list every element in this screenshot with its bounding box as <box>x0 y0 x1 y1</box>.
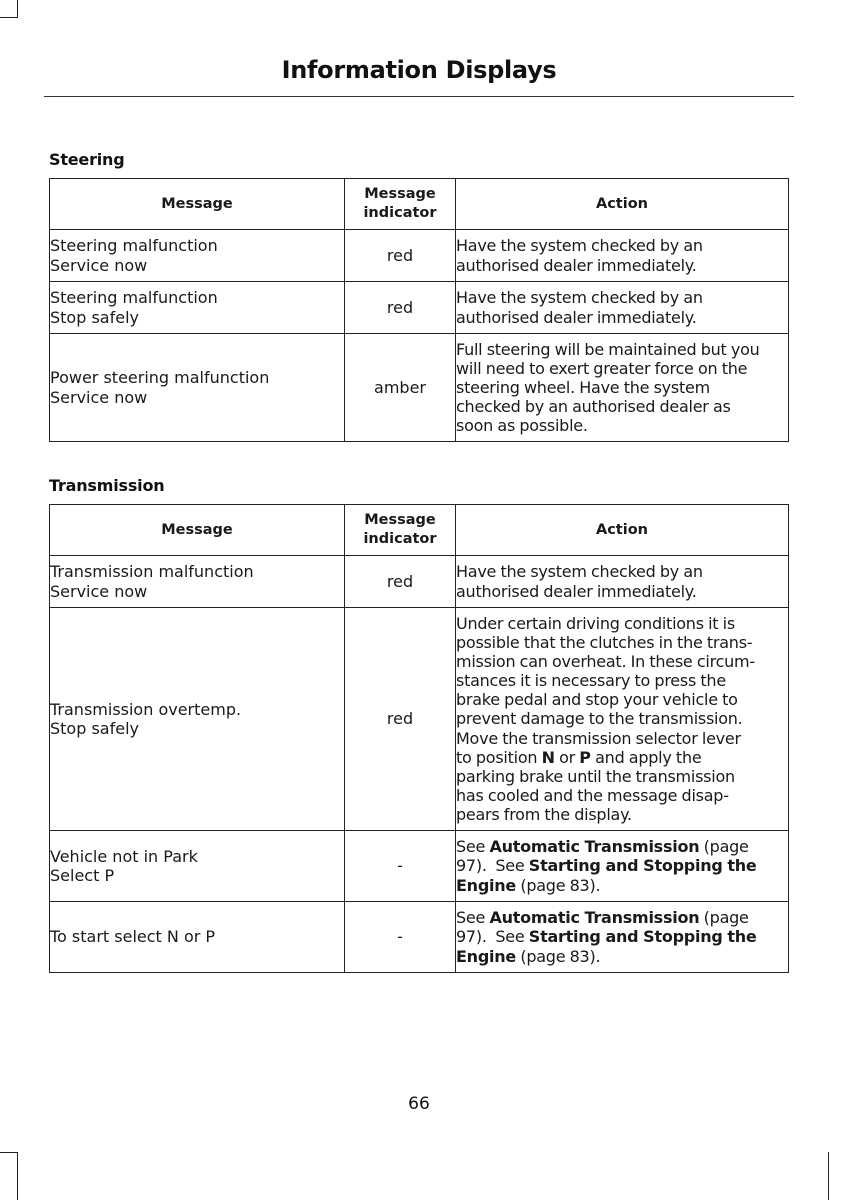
action-line <box>456 748 788 767</box>
action-line: brake pedal and stop your vehicle to <box>456 690 738 710</box>
action-cell <box>456 334 789 442</box>
column-header-indicator-line: indicator <box>363 531 437 547</box>
section-heading-transmission: Transmission <box>49 476 165 495</box>
message-cell <box>50 608 345 831</box>
indicator-cell: amber <box>345 334 456 442</box>
action-cell <box>456 608 789 831</box>
table-row <box>50 831 789 902</box>
table-row <box>50 902 789 973</box>
table-row <box>50 334 789 442</box>
cross-reference-link[interactable]: Starting and Stopping the <box>528 927 757 947</box>
page-reference: 97). <box>456 856 487 876</box>
indicator-cell: red <box>345 282 456 334</box>
column-header-indicator <box>345 505 456 556</box>
indicator-cell: - <box>345 902 456 973</box>
action-text: See <box>456 837 490 857</box>
action-cell <box>456 902 789 973</box>
transmission-table <box>49 504 789 973</box>
action-line: Have the system checked by an <box>456 562 703 582</box>
action-text: or <box>554 747 580 767</box>
message-line: Transmission overtemp. <box>50 699 242 719</box>
table-row <box>50 230 789 282</box>
message-line: Transmission malfunction <box>50 562 254 582</box>
cross-reference-link[interactable]: Automatic Transmission <box>489 837 700 857</box>
action-line: pears from the display. <box>456 804 632 824</box>
page-reference: (page <box>699 908 749 928</box>
gear-p-label: P <box>579 747 591 767</box>
action-line <box>456 947 788 966</box>
table-row <box>50 556 789 608</box>
column-header-indicator-line: Message <box>364 186 436 202</box>
column-header-action: Action <box>456 505 789 556</box>
crop-mark <box>17 1152 18 1200</box>
table-header-row <box>50 505 789 556</box>
crop-mark <box>0 1152 18 1153</box>
steering-table <box>49 178 789 442</box>
crop-mark <box>828 1152 829 1200</box>
message-line: Stop safely <box>50 307 139 327</box>
action-line <box>456 837 788 856</box>
title-divider <box>44 96 794 97</box>
action-text: See <box>486 927 529 947</box>
page-title: Information Displays <box>281 56 557 84</box>
action-line <box>456 927 788 946</box>
action-text: See <box>456 908 490 928</box>
action-text: See <box>486 856 529 876</box>
indicator-cell: red <box>345 608 456 831</box>
section-heading-steering: Steering <box>49 150 125 169</box>
action-line: Full steering will be maintained but you <box>456 339 760 359</box>
cross-reference-link[interactable]: Engine <box>456 946 516 966</box>
message-cell <box>50 230 345 282</box>
action-line <box>456 908 788 927</box>
crop-mark <box>0 17 18 18</box>
action-line: will need to exert greater force on the <box>456 358 748 378</box>
page-reference: (page 83). <box>516 875 601 895</box>
indicator-cell: red <box>345 556 456 608</box>
action-line: parking brake until the transmission <box>456 766 735 786</box>
gear-n-label: N <box>541 747 555 767</box>
action-line: has cooled and the message disap- <box>456 785 729 805</box>
action-line: checked by an authorised dealer as <box>456 397 731 417</box>
message-line: Steering malfunction <box>50 236 218 256</box>
page-reference: (page <box>699 837 749 857</box>
column-header-indicator-line: Message <box>364 512 436 528</box>
action-cell <box>456 556 789 608</box>
message-cell <box>50 556 345 608</box>
message-line: Power steering malfunction <box>50 368 270 388</box>
action-line: authorised dealer immediately. <box>456 307 697 327</box>
action-line: prevent damage to the transmission. <box>456 709 743 729</box>
column-header-action: Action <box>456 179 789 230</box>
action-cell <box>456 831 789 902</box>
action-line: authorised dealer immediately. <box>456 255 697 275</box>
column-header-message: Message <box>50 505 345 556</box>
message-cell <box>50 831 345 902</box>
message-line: Service now <box>50 255 148 275</box>
action-cell <box>456 282 789 334</box>
action-line <box>456 876 788 895</box>
action-line: Move the transmission selector lever <box>456 728 741 748</box>
action-line: Have the system checked by an <box>456 236 703 256</box>
message-line: Service now <box>50 581 148 601</box>
table-row <box>50 608 789 831</box>
cross-reference-link[interactable]: Automatic Transmission <box>489 908 700 928</box>
crop-mark <box>17 0 18 18</box>
message-line: Service now <box>50 387 148 407</box>
message-line: Vehicle not in Park <box>50 846 198 866</box>
action-text: and apply the <box>590 747 702 767</box>
action-line: authorised dealer immediately. <box>456 581 697 601</box>
action-line: soon as possible. <box>456 416 588 436</box>
message-line: To start select N or P <box>50 927 216 947</box>
column-header-indicator <box>345 179 456 230</box>
action-line: steering wheel. Have the system <box>456 377 710 397</box>
table-header-row <box>50 179 789 230</box>
action-text: to position <box>456 747 542 767</box>
action-line <box>456 856 788 875</box>
action-cell <box>456 230 789 282</box>
message-cell <box>50 334 345 442</box>
message-cell <box>50 902 345 973</box>
message-line: Select P <box>50 866 115 885</box>
action-line: possible that the clutches in the trans- <box>456 633 753 653</box>
page-number: 66 <box>408 1094 430 1114</box>
cross-reference-link[interactable]: Starting and Stopping the <box>528 856 757 876</box>
column-header-message: Message <box>50 179 345 230</box>
message-line: Stop safely <box>50 719 139 738</box>
action-line: mission can overheat. In these circum- <box>456 652 755 672</box>
action-line: Have the system checked by an <box>456 288 703 308</box>
action-line: stances it is necessary to press the <box>456 671 726 691</box>
indicator-cell: red <box>345 230 456 282</box>
page-reference: 97). <box>456 927 487 947</box>
message-cell <box>50 282 345 334</box>
action-line: Under certain driving conditions it is <box>456 613 735 633</box>
table-row <box>50 282 789 334</box>
cross-reference-link[interactable]: Engine <box>456 875 516 895</box>
indicator-cell: - <box>345 831 456 902</box>
page-reference: (page 83). <box>516 946 601 966</box>
column-header-indicator-line: indicator <box>363 205 437 221</box>
message-line: Steering malfunction <box>50 288 218 308</box>
